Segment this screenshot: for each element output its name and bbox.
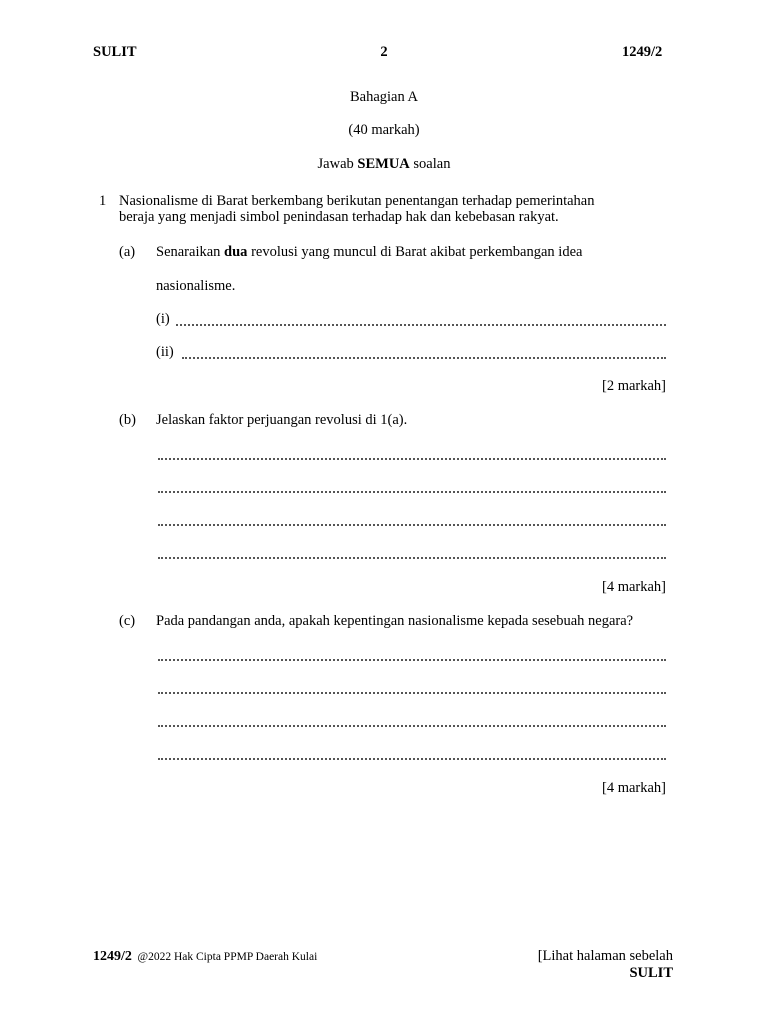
footer-next-page: [Lihat halaman sebelah xyxy=(537,948,673,964)
part-a-label: (a) xyxy=(119,244,136,260)
answer-line[interactable] xyxy=(158,725,666,727)
answer-line[interactable] xyxy=(158,491,666,493)
answer-line[interactable] xyxy=(158,458,666,460)
part-a-text-line-2: nasionalisme. xyxy=(156,278,236,294)
answer-line[interactable] xyxy=(158,758,666,760)
part-b-text: Jelaskan faktor perjuangan revolusi di 1(a). xyxy=(156,412,408,428)
answer-line[interactable] xyxy=(158,659,666,661)
part-b-marks: [4 markah] xyxy=(601,579,666,595)
instruction-post: soalan xyxy=(409,156,451,172)
footer-left xyxy=(93,948,317,965)
question-stem-line-1: Nasionalisme di Barat berkembang berikutan penentangan terhadap pemerintahan xyxy=(119,193,595,209)
footer-copyright: @2022 Hak Cipta PPMP Daerah Kulai xyxy=(137,951,318,963)
section-instruction xyxy=(0,156,768,173)
answer-line[interactable] xyxy=(158,557,666,559)
part-b-label: (b) xyxy=(119,412,136,428)
part-a-item-ii-label: (ii) xyxy=(156,344,174,360)
section-title: Bahagian A xyxy=(349,89,419,105)
part-c-text: Pada pandangan anda, apakah kepentingan nasionalisme kepada sesebuah negara? xyxy=(156,613,634,629)
instruction-bold: SEMUA xyxy=(357,156,410,172)
part-a-text-bold: dua xyxy=(224,244,248,260)
part-a-item-i-label: (i) xyxy=(156,311,170,327)
part-a-text-post: revolusi yang muncul di Barat akibat perkembangan idea xyxy=(247,244,583,260)
answer-line[interactable] xyxy=(158,524,666,526)
part-a-marks: [2 markah] xyxy=(601,378,666,394)
question-number: 1 xyxy=(99,193,107,209)
page-number: 2 xyxy=(380,44,388,60)
part-a-text xyxy=(156,244,582,261)
footer-paper-code: 1249/2 xyxy=(93,949,132,964)
part-c-marks: [4 markah] xyxy=(601,780,666,796)
header-classification: SULIT xyxy=(93,44,137,60)
footer-classification: SULIT xyxy=(629,965,673,981)
instruction-pre: Jawab xyxy=(317,156,358,172)
question-stem-line-2: beraja yang menjadi simbol penindasan terhadap hak dan kebebasan rakyat. xyxy=(119,209,559,225)
part-a-text-pre: Senaraikan xyxy=(156,244,225,260)
header-paper-code: 1249/2 xyxy=(622,44,663,60)
answer-line[interactable] xyxy=(158,692,666,694)
part-c-label: (c) xyxy=(119,613,136,629)
answer-line[interactable] xyxy=(182,357,666,359)
answer-line[interactable] xyxy=(176,324,666,326)
section-marks: (40 markah) xyxy=(348,122,420,138)
